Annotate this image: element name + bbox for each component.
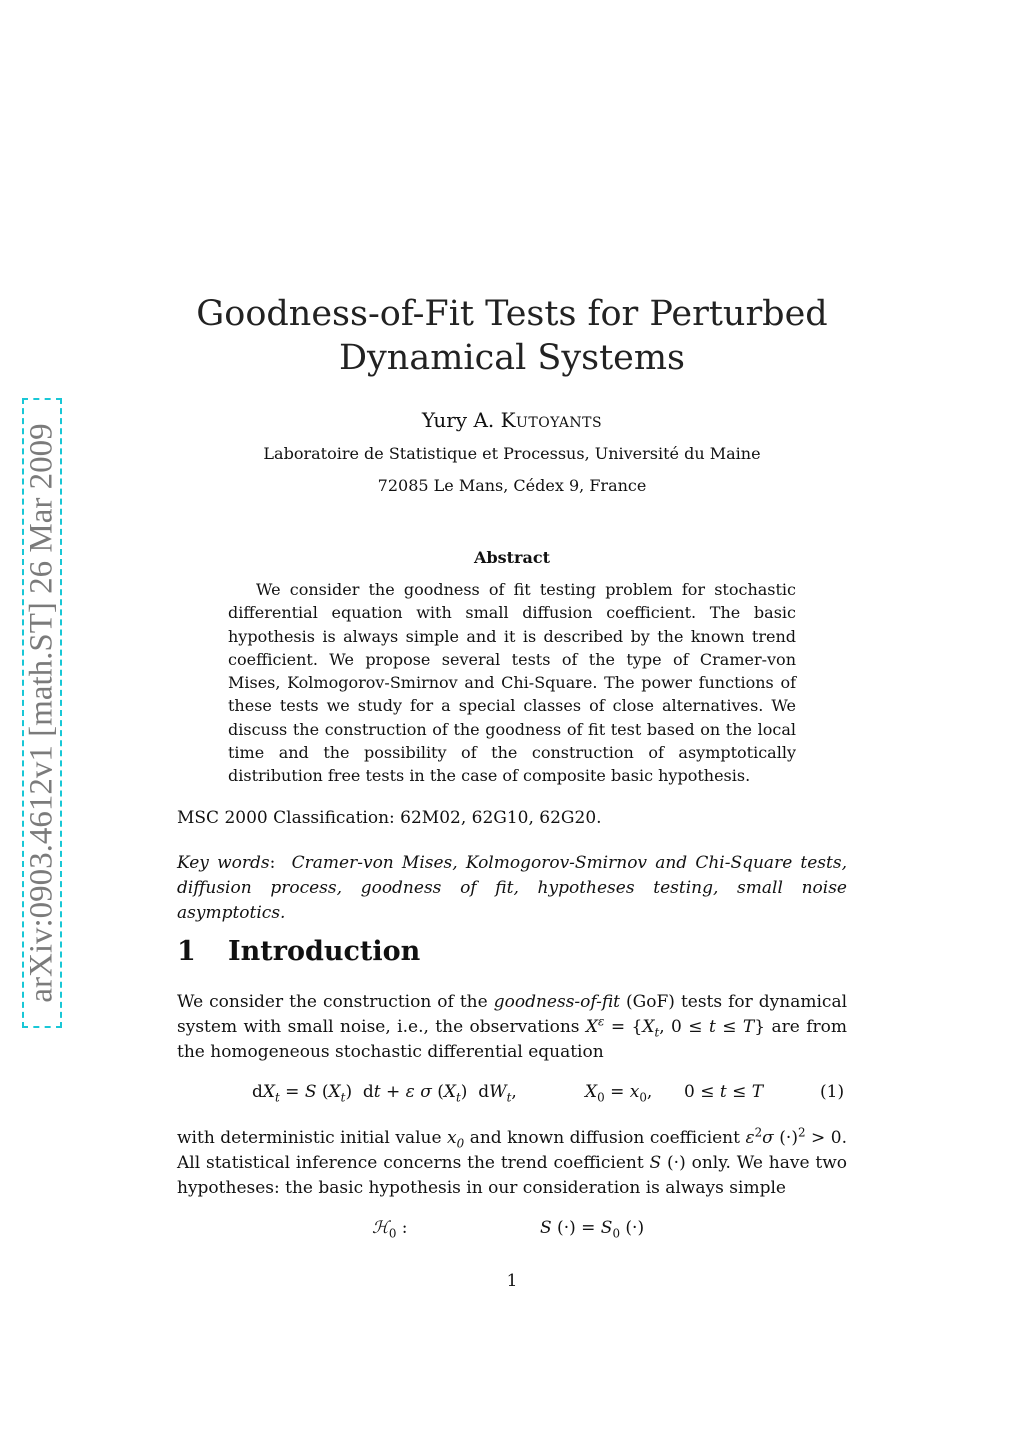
author-first-name: Yury A.	[421, 408, 495, 432]
affiliation-line-1: Laboratoire de Statistique et Processus, Université du Maine	[263, 444, 761, 463]
intro-text-3: are from the homogeneous stochastic differential equation	[177, 1017, 847, 1062]
hypotheses-paragraph	[177, 1126, 847, 1201]
keywords-text: Cramer-von Mises, Kolmogorov-Smirnov and Chi-Square tests, diffusion process, goodness of fit, hypotheses testing, small noise asymptotics.	[177, 853, 847, 923]
after-text-3: All statistical inference concerns the trend coefficient	[177, 1153, 644, 1173]
arxiv-identifier[interactable]: arXiv:0903.4612v1 [math.ST] 26 Mar 2009	[23, 423, 60, 1003]
intro-paragraph	[177, 990, 847, 1065]
section-title: Introduction	[228, 936, 421, 967]
intro-goodness-of-fit: goodness-of-fit	[493, 992, 621, 1012]
affiliation-line-2: 72085 Le Mans, Cédex 9, France	[377, 476, 647, 495]
trend-symbol: S (·)	[649, 1153, 686, 1173]
keywords: Key words: Cramer-von Mises, Kolmogorov-Smirnov and Chi-Square tests, diffusion process, goodness of fit, hypotheses testing, small noise asymptotics.	[177, 853, 847, 923]
initial-condition: $X_0 = x_0$,	[585, 1082, 653, 1105]
paper-title	[0, 292, 1024, 380]
intro-text-1: We consider the construction of the	[177, 992, 488, 1012]
intro-text-2: (GoF) tests for dynamical system with small noise, i.e., the observations	[177, 992, 848, 1037]
h0-equation: S (·) = $S_0$ (·)	[540, 1218, 645, 1241]
abstract-heading: Abstract	[474, 548, 550, 567]
author	[0, 408, 1024, 432]
time-range: 0 ≤ t ≤ T	[684, 1082, 764, 1102]
after-text-1: with deterministic initial value	[177, 1128, 442, 1148]
diffusion-formula: $\varepsilon^2\sigma$ $(\cdot)^2 > 0$.	[745, 1125, 847, 1148]
observations-formula: $X^\varepsilon = \{X_t$, 0 ≤ t ≤ T}	[585, 1014, 766, 1040]
author-last-name: Kutoyants	[500, 408, 603, 432]
h0-label: ℋ$_0$ :	[372, 1218, 408, 1241]
msc-classification: MSC 2000 Classification: 62M02, 62G10, 62G20.	[177, 808, 602, 828]
keywords-label: Key words	[177, 853, 270, 873]
section-number: 1	[177, 936, 196, 967]
abstract-text: We consider the goodness of fit testing problem for stochastic differential equation with small diffusion coefficient. The basic hypothesis is always simple and it is described by the known trend coefficient. We propose several tests of the type of Cramer-von Mises, Kolmogorov-Smirnov and Chi-Square. The power functions of these tests we study for a special classes of close alternatives. We discuss the construction of the goodness of fit test based on the local time and the possibility of the construction of asymptotically distribution free tests in the case of composite basic hypothesis.	[228, 580, 796, 786]
title-line-2: Dynamical Systems	[338, 338, 686, 378]
equation-number: (1)	[820, 1082, 845, 1102]
page-number: 1	[506, 1271, 518, 1291]
after-text-4: only. We have two hypotheses: the basic hypothesis in our consideration is always simple	[177, 1153, 848, 1198]
sde-equation: $dX_t = S$ $(X_t)$ dt + ε σ $(X_t)$ $dW_t$,	[252, 1082, 517, 1105]
x0-symbol: $x_0$	[447, 1128, 465, 1151]
after-text-2: and known diffusion coefficient	[469, 1128, 740, 1148]
title-line-1: Goodness-of-Fit Tests for Perturbed	[196, 294, 828, 334]
